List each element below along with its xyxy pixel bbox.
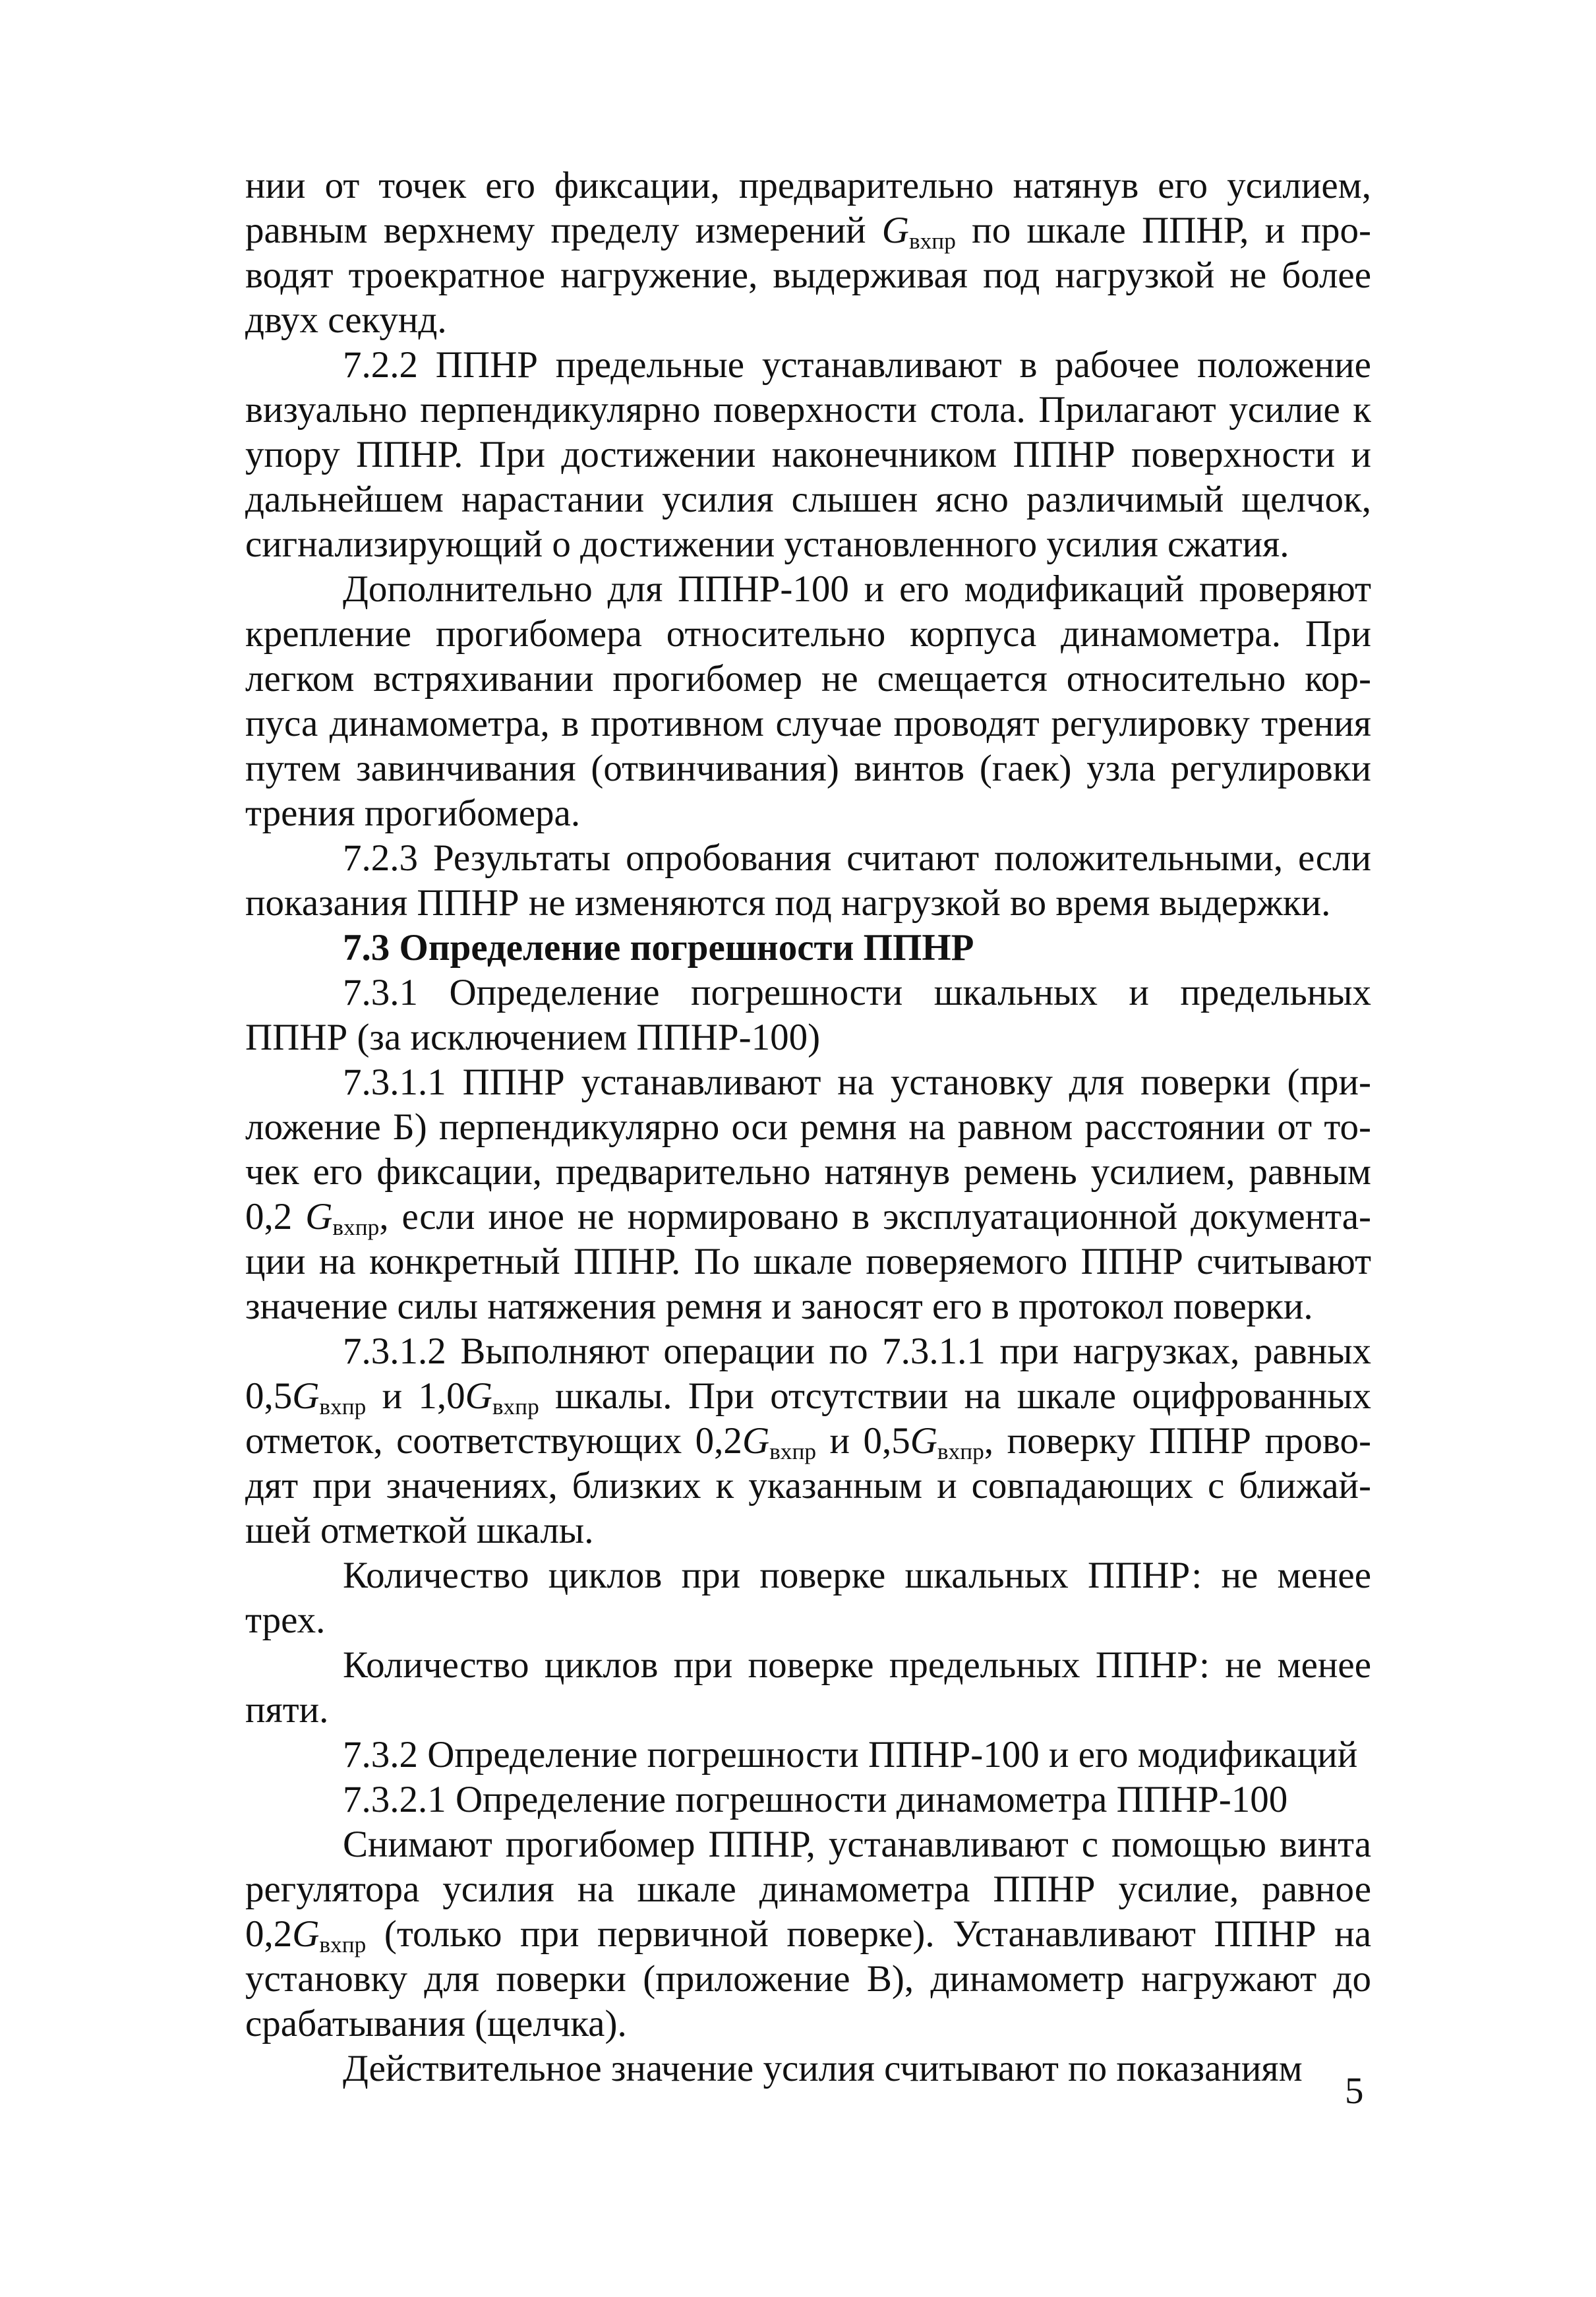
text-line: ложение Б) перпендикулярно оси ремня на равном расстоянии от то-: [245, 1106, 1371, 1148]
text-line: 7.3 Определение погрешности ППНР: [343, 927, 974, 969]
symbol-g-vkhpr: $G_{вхпр}$: [881, 210, 956, 254]
paragraph: [245, 1553, 1371, 1643]
text-line: $0,5G_{вхпр}$ и $1,0G_{вхпр}$ шкалы. При отсутствии на шкале оцифрованных: [245, 1375, 1371, 1419]
text-line: 7.3.1 Определение погрешности шкальных и предельных: [343, 972, 1371, 1013]
text-line: Количество циклов при поверке шкальных ППНР: не менее: [343, 1555, 1371, 1596]
text-line: 7.2.3 Результаты опробования считают положительными, если: [343, 837, 1371, 879]
symbol-g-vkhpr: $G_{вхпр}$: [910, 1420, 984, 1464]
text-line: ППНР (за исключением ППНР-100): [245, 1017, 821, 1058]
text-line: водят троекратное нагружение, выдерживая под нагрузкой не более: [245, 254, 1371, 296]
paragraph: [245, 2046, 1371, 2091]
paragraph: [245, 970, 1371, 1060]
section-heading: [245, 926, 1371, 970]
text-line: $0,2G_{вхпр}$ (только при первичной поверке). Устанавливают ППНР на: [245, 1913, 1371, 1957]
text-line: дят при значениях, близких к указанным и совпадающих с ближай-: [245, 1465, 1371, 1506]
text-line: Действительное значение усилия считывают по показаниям: [343, 2048, 1303, 2089]
symbol-g-vkhpr: $G_{вхпр}$: [742, 1420, 817, 1464]
text-line: значение силы натяжения ремня и заносят его в протокол поверки.: [245, 1286, 1313, 1327]
text-line: трех.: [245, 1599, 326, 1641]
paragraph: [245, 1777, 1371, 1822]
text-line: дальнейшем нарастании усилия слышен ясно различимый щелчок,: [245, 479, 1371, 520]
text-line: регулятора усилия на шкале динамометра ППНР усилие, равное: [245, 1868, 1371, 1910]
paragraph: [245, 343, 1371, 567]
text-line: сигнализирующий о достижении установленного усилия сжатия.: [245, 523, 1289, 565]
text-line: пяти.: [245, 1689, 329, 1731]
text-line: 7.3.2.1 Определение погрешности динамометра ППНР-100: [343, 1779, 1288, 1820]
text-line: пуса динамометра, в противном случае проводят регулировку трения: [245, 703, 1371, 744]
symbol-g-vkhpr: $G_{вхпр}$: [292, 1913, 367, 1957]
text-line: 7.3.1.2 Выполняют операции по 7.3.1.1 при нагрузках, равных: [343, 1330, 1371, 1372]
paragraph: [245, 1822, 1371, 2046]
text-line: 7.3.1.1 ППНР устанавливают на установку для поверки (при-: [343, 1061, 1371, 1103]
text-line: крепление прогибомера относительно корпуса динамометра. При: [245, 613, 1371, 655]
page-number: 5: [1345, 2070, 1364, 2112]
text-line: срабатывания (щелчка).: [245, 2003, 627, 2044]
paragraph: [245, 836, 1371, 926]
text-line: 0,2 $G_{вхпр}$, если иное не нормировано в эксплуатационной документа-: [245, 1196, 1372, 1240]
text-line: упору ППНР. При достижении наконечником ППНР поверхности и: [245, 434, 1371, 475]
symbol-g-vkhpr: $G_{вхпр}$: [305, 1196, 380, 1240]
symbol-g-vkhpr: $G_{вхпр}$: [292, 1375, 367, 1419]
paragraph: [245, 1643, 1371, 1733]
paragraph: [245, 1733, 1371, 1777]
text-line: показания ППНР не изменяются под нагрузкой во время выдержки.: [245, 882, 1331, 924]
text-line: Количество циклов при поверке предельных ППНР: не менее: [343, 1644, 1371, 1686]
paragraph: [245, 567, 1371, 836]
text-line: двух секунд.: [245, 299, 447, 341]
text-line: легком встряхивании прогибомер не смещается относительно кор-: [245, 658, 1371, 700]
paragraph: [245, 1060, 1371, 1329]
text-line: равным верхнему пределу измерений $G_{вхпр}$ по шкале ППНР, и про-: [245, 210, 1372, 254]
text-line: нии от точек его фиксации, предварительно натянув его усилием,: [245, 165, 1371, 206]
text-line: установку для поверки (приложение В), динамометр нагружают до: [245, 1958, 1371, 2000]
text-line: трения прогибомера.: [245, 792, 581, 834]
body-text: [245, 164, 1371, 2091]
paragraph: [245, 164, 1371, 343]
text-line: чек его фиксации, предварительно натянув ремень усилием, равным: [245, 1151, 1371, 1193]
text-line: Дополнительно для ППНР-100 и его модификаций проверяют: [343, 568, 1371, 610]
text-line: 7.3.2 Определение погрешности ППНР-100 и его модификаций: [343, 1734, 1358, 1775]
text-line: визуально перпендикулярно поверхности стола. Прилагают усилие к: [245, 389, 1371, 431]
text-line: путем завинчивания (отвинчивания) винтов (гаек) узла регулировки: [245, 748, 1371, 789]
paragraph: [245, 1329, 1371, 1553]
text-line: ции на конкретный ППНР. По шкале поверяемого ППНР считывают: [245, 1241, 1371, 1282]
symbol-g-vkhpr: $G_{вхпр}$: [465, 1375, 539, 1419]
text-line: 7.2.2 ППНР предельные устанавливают в рабочее положение: [343, 344, 1371, 386]
text-line: шей отметкой шкалы.: [245, 1510, 594, 1551]
text-line: отметок, соответствующих $0,2G_{вхпр}$ и $0,5G_{вхпр}$, поверку ППНР прово-: [245, 1420, 1371, 1464]
text-line: Снимают прогибомер ППНР, устанавливают с помощью винта: [343, 1824, 1371, 1865]
